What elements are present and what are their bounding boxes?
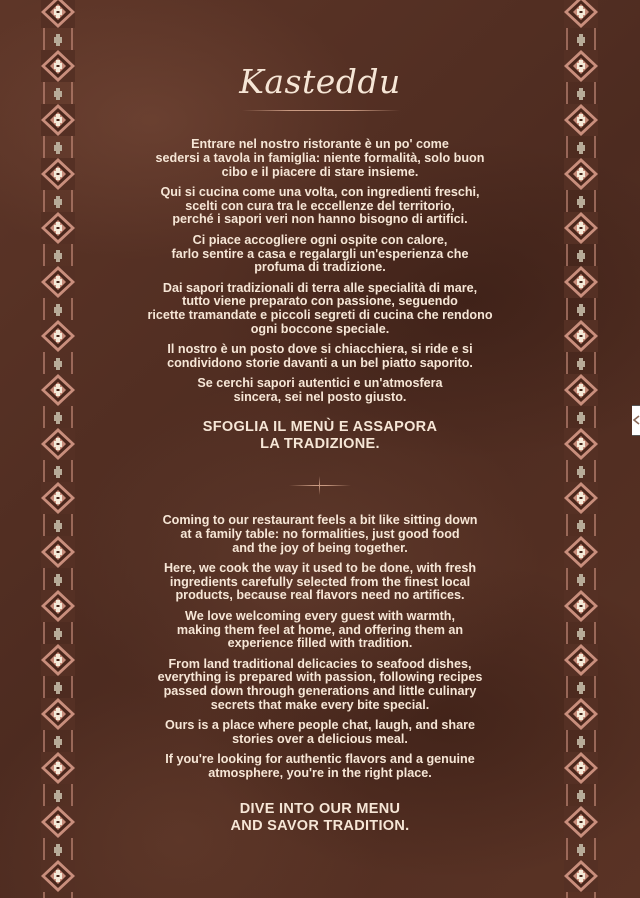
text-line: Se cerchi sapori autentici e un'atmosfera [197,376,443,391]
paragraph [110,138,530,179]
text-line: experience filled with tradition. [227,636,413,651]
text-line: tutto viene preparato con passione, seguendo [182,294,458,309]
paragraph [110,282,530,337]
paragraph [110,610,530,651]
cta-line: LA TRADIZIONE. [260,436,380,452]
text-line: profuma di tradizione. [254,260,386,275]
italian-call-to-action [110,419,530,453]
text-line: secrets that make every bite special. [210,698,430,713]
text-line: Coming to our restaurant feels a bit like sitting down [162,513,478,527]
text-line: We love welcoming every guest with warmth, [185,608,455,623]
paragraph [110,377,530,405]
text-line: ingredients carefully selected from the finest local [169,574,471,589]
text-line: If you're looking for authentic flavors and a genuine [165,752,475,767]
text-line: everything is prepared with passion, following recipes [157,670,483,685]
text-line: cibo e il piacere di stare insieme. [221,164,419,179]
text-line: Qui si cucina come una volta, con ingredienti freschi, [160,184,480,199]
text-line: From land traditional delicacies to seafood dishes, [168,656,472,671]
text-line: products, because real flavors need no artifices. [175,588,465,603]
text-line: sedersi a tavola in famiglia: niente formalità, solo buon [155,150,485,165]
text-line: farlo sentire a casa e regalargli un'esperienza che [171,246,469,261]
text-line: Il nostro è un posto dove si chiacchiera, si ride e si [167,342,473,357]
text-line: sincera, sei nel posto giusto. [233,390,407,405]
section-divider [289,485,351,486]
text-line: ricette tramandate e piccoli segreti di cucina che rendono [147,308,493,323]
text-line: condividono storie davanti a un bel piatto saporito. [167,356,473,371]
text-line: ogni boccone speciale. [250,322,390,337]
paragraph [110,658,530,713]
text-line: Ci piace accogliere ogni ospite con calore, [192,232,448,247]
text-line: passed down through generations and little culinary [163,684,477,699]
text-line: scelti con cura tra le eccellenze del territorio, [185,198,455,213]
text-line: perché i sapori veri non hanno bisogno di artifici. [172,212,468,227]
paragraph [110,514,530,555]
text-line: Dai sapori tradizionali di terra alle specialità di mare, [162,280,478,295]
text-line: atmosphere, you're in the right place. [208,766,432,781]
text-line: Here, we cook the way it used to be done, with fresh [163,560,477,575]
paragraph [110,343,530,371]
decorative-border-right [564,0,598,898]
text-line: Ours is a place where people chat, laugh, and share [164,718,476,733]
paragraph [110,562,530,603]
cta-line: DIVE INTO OUR MENU [239,801,401,817]
english-intro [110,514,530,788]
cta-line: SFOGLIA IL MENÙ E ASSAPORA [202,419,438,435]
text-line: Entrare nel nostro ristorante è un po' come [191,137,449,151]
title-underline [242,110,400,111]
paragraph [110,719,530,747]
text-line: and the joy of being together. [232,540,408,555]
restaurant-title: Kasteddu [239,62,401,101]
text-line: at a family table: no formalities, just good food [180,526,460,541]
paragraph [110,234,530,275]
chevron-left-icon [633,415,640,425]
text-line: making them feel at home, and offering them an [176,622,464,637]
paragraph [110,186,530,227]
english-call-to-action [110,801,530,835]
decorative-border-left [41,0,75,898]
paragraph [110,753,530,781]
italian-intro [110,138,530,412]
text-line: stories over a delicious meal. [232,732,408,747]
page-flip-tab[interactable] [632,405,640,436]
cta-line: AND SAVOR TRADITION. [230,818,410,834]
